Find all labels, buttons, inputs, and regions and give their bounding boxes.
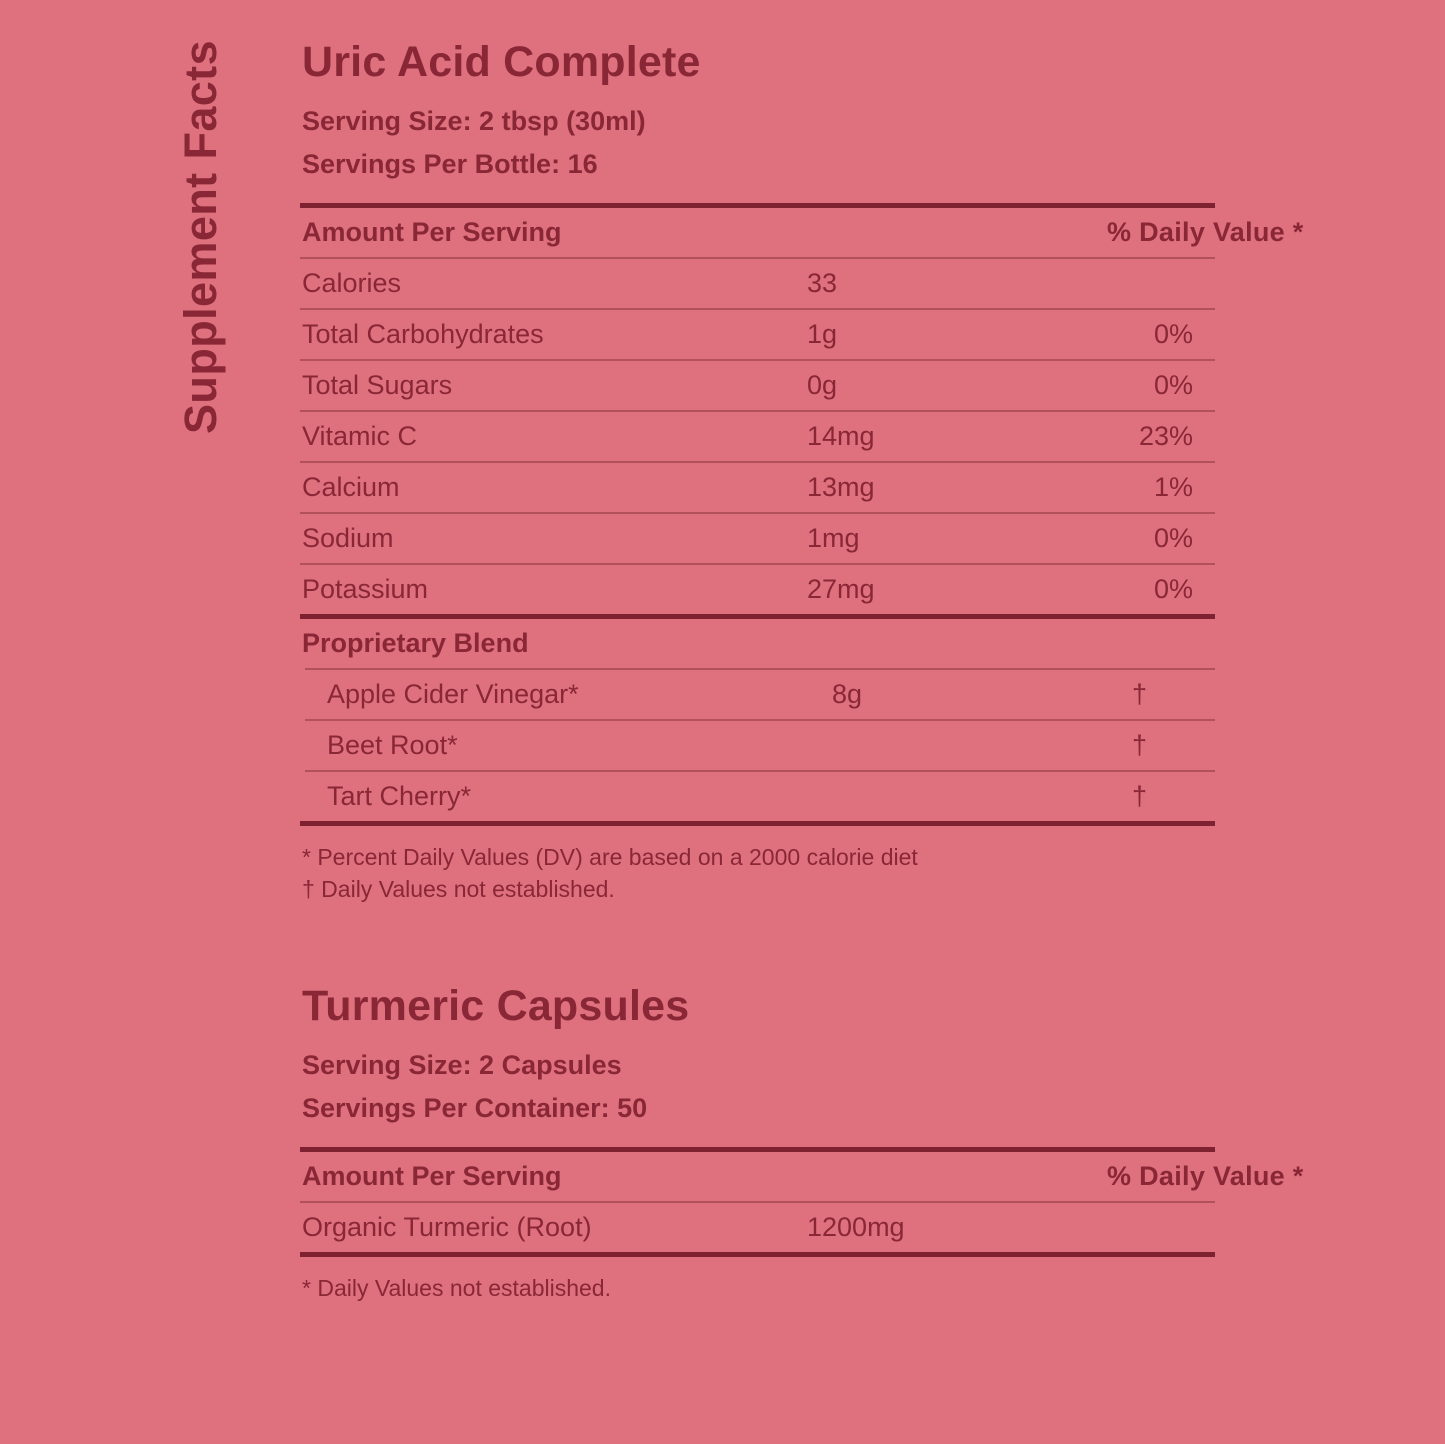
ingredient-dagger: † xyxy=(1132,781,1148,812)
nutrient-name: Sodium xyxy=(302,523,394,554)
section-title: Uric Acid Complete xyxy=(302,38,701,86)
ingredient-amount xyxy=(832,759,1132,770)
nutrient-amount: 1mg xyxy=(807,523,860,554)
ingredient-name: Apple Cider Vinegar* xyxy=(327,679,579,710)
table-row xyxy=(300,772,1215,821)
nutrient-amount: 0g xyxy=(807,370,838,401)
footnote-percent-daily-values: * Percent Daily Values (DV) are based on a 2000 calorie diet xyxy=(302,844,918,871)
table-row xyxy=(300,1203,1215,1252)
supplement-facts-panel xyxy=(300,38,1304,1304)
nutrient-daily-value: 0% xyxy=(1153,370,1193,401)
section-uric-acid-complete xyxy=(300,38,1304,906)
amount-column-spacer xyxy=(807,246,1107,257)
section-turmeric-capsules xyxy=(300,981,1304,1305)
section-title: Turmeric Capsules xyxy=(302,981,690,1030)
nutrient-daily-value: 0% xyxy=(1153,319,1193,350)
ingredient-dagger: † xyxy=(1132,730,1148,761)
table-header-row xyxy=(300,208,1304,257)
serving-size-line: Serving Size: 2 Capsules xyxy=(302,1049,622,1080)
footnotes xyxy=(302,1273,1215,1305)
table-row xyxy=(300,259,1215,308)
ingredient-amount xyxy=(832,810,1132,821)
nutrient-amount: 13mg xyxy=(807,472,875,503)
nutrient-daily-value: 0% xyxy=(1153,574,1193,605)
footnotes xyxy=(302,842,1215,905)
nutrient-daily-value: 0% xyxy=(1153,523,1193,554)
footnote-dagger: * Daily Values not established. xyxy=(302,1274,611,1301)
ingredient-name: Beet Root* xyxy=(327,730,458,761)
table-row xyxy=(300,514,1215,563)
ingredient-daily-value xyxy=(1107,1241,1215,1252)
nutrient-name: Total Sugars xyxy=(302,370,453,401)
nutrient-name: Total Carbohydrates xyxy=(302,319,544,350)
ingredient-amount: 8g xyxy=(832,679,863,710)
nutrient-amount: 1g xyxy=(807,319,838,350)
nutrient-name: Calcium xyxy=(302,472,400,503)
table-row xyxy=(300,361,1215,410)
nutrient-amount: 14mg xyxy=(807,421,875,452)
ingredient-amount: 1200mg xyxy=(807,1211,905,1242)
nutrient-daily-value: 1% xyxy=(1153,472,1193,503)
nutrient-name: Potassium xyxy=(302,574,429,605)
servings-per-line: Servings Per Container: 50 xyxy=(302,1092,648,1123)
footnote-dagger: † Daily Values not established. xyxy=(302,875,615,902)
amount-per-serving-header: Amount Per Serving xyxy=(302,1160,562,1191)
table-bottom-rule xyxy=(300,1252,1215,1257)
nutrient-name: Vitamic C xyxy=(302,421,418,452)
blend-amount-spacer xyxy=(807,657,1107,668)
serving-size-line: Serving Size: 2 tbsp (30ml) xyxy=(302,106,646,137)
servings-per-line: Servings Per Bottle: 16 xyxy=(302,149,598,180)
daily-value-header: % Daily Value * xyxy=(1107,1160,1304,1191)
table-row xyxy=(300,463,1215,512)
nutrient-name: Calories xyxy=(302,268,402,299)
nutrition-table xyxy=(300,1152,1304,1257)
nutrient-amount: 27mg xyxy=(807,574,875,605)
proprietary-blend-title-row xyxy=(300,619,1215,668)
amount-column-spacer xyxy=(807,1190,1107,1201)
blend-dv-spacer xyxy=(1107,657,1215,668)
table-bottom-rule xyxy=(300,821,1215,826)
table-row xyxy=(300,721,1215,770)
table-row xyxy=(300,310,1215,359)
ingredient-name: Tart Cherry* xyxy=(327,781,472,812)
supplement-facts-side-title: Supplement Facts xyxy=(175,40,226,434)
section-spacer xyxy=(300,906,1215,984)
nutrition-table xyxy=(300,208,1304,826)
table-row xyxy=(300,412,1215,461)
ingredient-dagger: † xyxy=(1132,679,1148,710)
amount-per-serving-header: Amount Per Serving xyxy=(302,217,562,248)
proprietary-blend-title: Proprietary Blend xyxy=(302,628,529,659)
nutrient-amount: 33 xyxy=(807,268,838,299)
side-title-container xyxy=(0,0,300,1444)
nutrient-daily-value: 23% xyxy=(1138,421,1193,452)
nutrient-daily-value xyxy=(1107,297,1215,308)
table-header-row xyxy=(300,1152,1304,1201)
table-row xyxy=(300,670,1215,719)
table-row xyxy=(300,565,1215,614)
daily-value-header: % Daily Value * xyxy=(1107,217,1304,248)
ingredient-name: Organic Turmeric (Root) xyxy=(302,1211,592,1242)
